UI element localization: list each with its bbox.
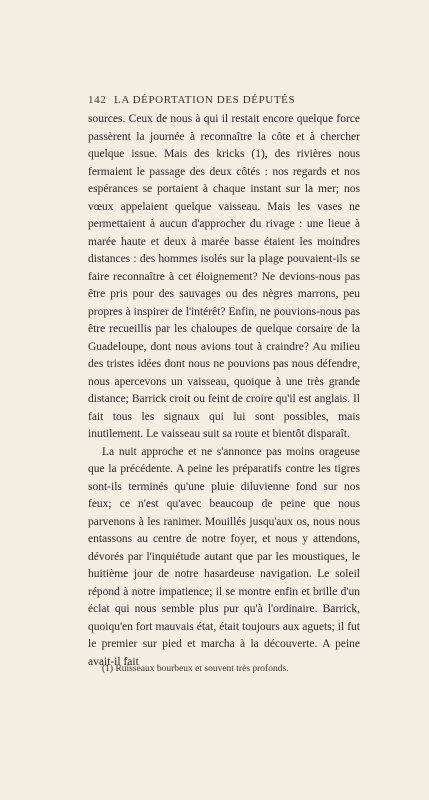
- paragraph: sources. Ceux de nous à qui il restait encore quelque force passèrent la journée à reconnaître la côte et à chercher quelque issue. Mais des kricks (1), des rivières nous fermaient le passage des deux côtés : nos regards et nos espérances se portaient à chaque instant sur la mer; nos vœux appelaient quelque vaisseau. Mais les vases ne permettaient à aucun d'approcher du rivage : une lieue à marée haute et deux à marée basse étaient les moindres distances : des hommes isolés sur la plage pouvaient-ils se faire reconnaître à cet éloignement? Ne devions-nous pas être pris pour des sauvages ou des nègres marrons, peu propres à inspirer de l'intérêt? Enfin, ne pouvions-nous pas être recueillis par les chaloupes de quelque corsaire de la Guadeloupe, dont nous avions tout à craindre? Au milieu des tristes idées dont nous ne pouvions pas nous défendre, nous apercevons un vaisseau, quoique à une très grande distance; Barrick croit ou feint de croire qu'il est anglais. Il fait tous les signaux qui lui sont possibles, mais inutilement. Le vaisseau suit sa route et bientôt disparaît.: [88, 113, 360, 440]
- footnote: (1) Ruisseaux bourbeux et souvent très profonds.: [102, 664, 289, 674]
- body-text: [88, 111, 360, 671]
- paragraph: La nuit approche et ne s'annonce pas moins orageuse que la précédente. A peine les préparatifs contre les tigres sont-ils terminés qu'une pluie diluvienne fond sur nos feux; ce n'est qu'avec beaucoup de peine que nous parvenons à les ranimer. Mouillés jusqu'aux os, nous nous entassons au centre de notre foyer, et nous y attendons, dévorés par l'inquiétude autant que par les moustiques, le huitième jour de notre hasardeuse navigation. Le soleil répond à notre impatience; il se montre enfin et brille d'un éclat qui nous semble plus pur qu'à l'ordinaire. Barrick, quoiqu'en fort mauvais état, était toujours aux aguets; il fut le premier sur pied et marcha à la découverte. A peine avait-il fait: [88, 445, 360, 668]
- running-title: LA DÉPORTATION DES DÉPUTÉS: [114, 94, 296, 106]
- page-number: 142: [88, 94, 107, 106]
